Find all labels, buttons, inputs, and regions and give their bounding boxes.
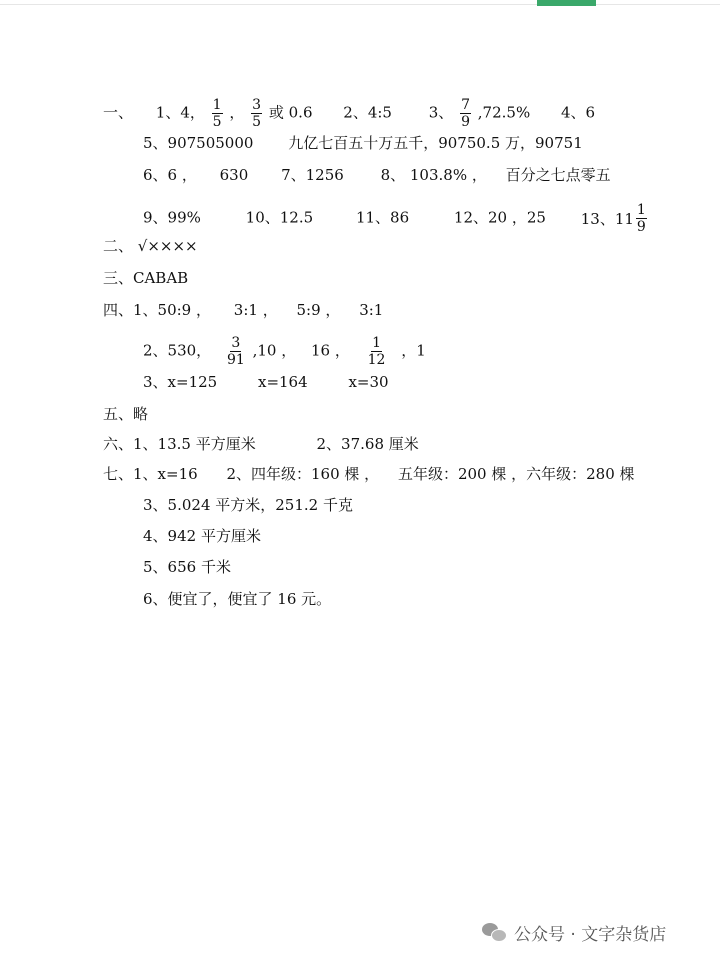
- equation-b: x=164: [257, 373, 308, 391]
- answer-8-words: 百分之七点零五: [505, 166, 611, 184]
- comma: ，: [229, 103, 245, 122]
- section-7-q2b: 五年级：200 棵 ，六年级：280 棵: [397, 465, 635, 483]
- answer-6b: 630: [219, 166, 249, 184]
- fraction-7-9: $\frac{7}{9}$: [461, 97, 470, 130]
- answer-2: 2、4:5: [343, 103, 392, 122]
- section-7-row-3: 4、942 平方厘米: [143, 527, 261, 545]
- answer-13: [581, 203, 649, 234]
- fraction-1-9: $\frac{1}{9}$: [636, 202, 646, 235]
- value-16: 16 ，: [310, 341, 350, 360]
- value-10: ,10 ，: [252, 341, 297, 360]
- fraction-1-5: $\frac{1}{5}$: [212, 97, 222, 130]
- section-4-q1: 四、1、50:9 ，: [103, 301, 211, 319]
- section-2: 二、 √××××: [103, 237, 198, 255]
- wechat-icon: [482, 921, 508, 943]
- section-7-row-4: 5、656 千米: [143, 558, 231, 576]
- answer-11: 11、86: [355, 208, 410, 227]
- fraction-3-91: $\frac{3}{91}$: [226, 335, 245, 368]
- section-4-row-1: [103, 300, 383, 320]
- section-7-q1: 七、1、x=16: [103, 465, 198, 483]
- section-7-row-5: 6、便宜了，便宜了 16 元。: [143, 590, 332, 608]
- section-3: 三、CABAB: [103, 269, 189, 287]
- ratio-d: 3:1: [359, 301, 384, 319]
- ratio-c: 5:9 ，: [296, 301, 341, 319]
- section-4-q2: 2、530，: [143, 341, 212, 360]
- footer-watermark: [482, 919, 666, 945]
- ratio-b: 3:1 ，: [233, 301, 278, 319]
- answer-4: 4、6: [560, 103, 596, 122]
- footer-text: 公众号 · 文字杂货店: [514, 924, 667, 945]
- section-4-row-2: [143, 336, 426, 367]
- fraction-1-12: $\frac{1}{12}$: [367, 335, 386, 368]
- answer-9: 9、99%: [143, 208, 201, 227]
- section-1-row-2: [143, 133, 583, 153]
- section-6: [103, 434, 419, 454]
- answer-3-percent: ,72.5%: [477, 103, 531, 122]
- answer-10: 10、12.5: [245, 208, 314, 227]
- answer-5-words: 九亿七百五十万五千，90750.5 万，90751: [288, 134, 583, 152]
- answer-7: 7、1256: [281, 166, 344, 184]
- section-1-row-3: [143, 165, 611, 185]
- section-7-row-2: 3、5.024 平方米，251.2 千克: [143, 496, 353, 514]
- section-6-q1: 六、1、13.5 平方厘米: [103, 435, 256, 453]
- answer-6: 6、6 ，: [143, 166, 197, 184]
- section-1-heading: 一、: [103, 103, 134, 122]
- section-6-q2: 2、37.68 厘米: [316, 435, 419, 453]
- section-7-row-1: [103, 464, 635, 484]
- section-4-q3: 3、x=125: [143, 373, 218, 391]
- answer-5: 5、907505000: [143, 134, 254, 152]
- answer-3: 3、: [428, 103, 454, 122]
- answer-13-label: 13、11: [580, 209, 634, 228]
- fraction-3-5: $\frac{3}{5}$: [252, 97, 262, 130]
- section-1-row-4: [143, 203, 649, 234]
- section-1-row-1: [103, 98, 595, 129]
- section-4-row-3: [143, 372, 389, 392]
- answer-12: 12、20 ，25: [453, 208, 546, 227]
- answer-1-or: 或 0.6: [268, 103, 313, 122]
- value-1: ，1: [401, 341, 426, 360]
- equation-c: x=30: [348, 373, 389, 391]
- section-7-q2a: 2、四年级：160 棵 ，: [226, 465, 380, 483]
- section-5: 五、略: [103, 405, 149, 423]
- answer-1: 1、4，: [155, 103, 205, 122]
- answer-8: 8、 103.8% ，: [380, 166, 487, 184]
